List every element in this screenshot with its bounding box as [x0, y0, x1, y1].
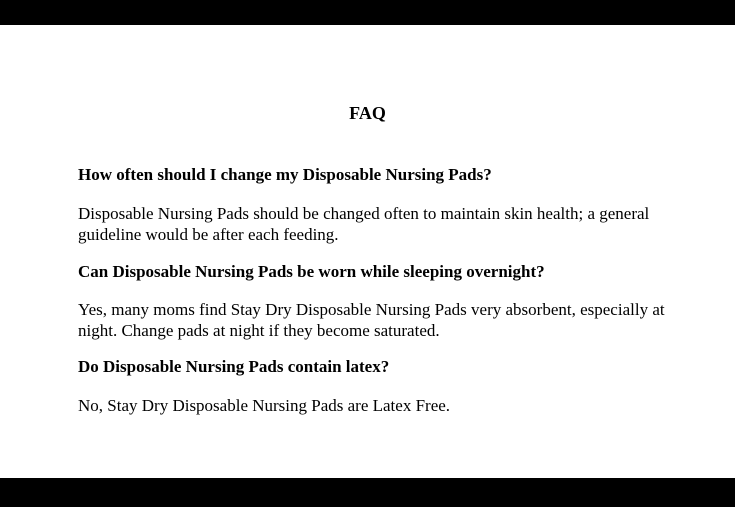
faq-answer-text: No, Stay Dry Disposable Nursing Pads are Latex Free.	[78, 396, 451, 415]
faq-question-text: How often should I change my Disposable Nursing Pads?	[78, 165, 492, 184]
faq-answer-2	[78, 299, 678, 341]
faq-question-2	[78, 261, 678, 282]
faq-answer-3	[78, 395, 678, 416]
faq-question-1	[78, 164, 678, 185]
faq-question-text: Do Disposable Nursing Pads contain latex?	[78, 357, 390, 376]
faq-question-text: Can Disposable Nursing Pads be worn while sleeping overnight?	[78, 262, 545, 281]
faq-answer-text: Yes, many moms find Stay Dry Disposable Nursing Pads very absorbent, especially at night. Change pads at night if they become saturated.	[78, 300, 665, 340]
faq-answer-1	[78, 203, 678, 245]
page-title: FAQ	[349, 103, 386, 123]
document-page	[0, 25, 735, 478]
faq-question-3	[78, 356, 678, 377]
faq-answer-text: Disposable Nursing Pads should be changed often to maintain skin health; a general guideline would be after each feeding.	[78, 204, 650, 244]
